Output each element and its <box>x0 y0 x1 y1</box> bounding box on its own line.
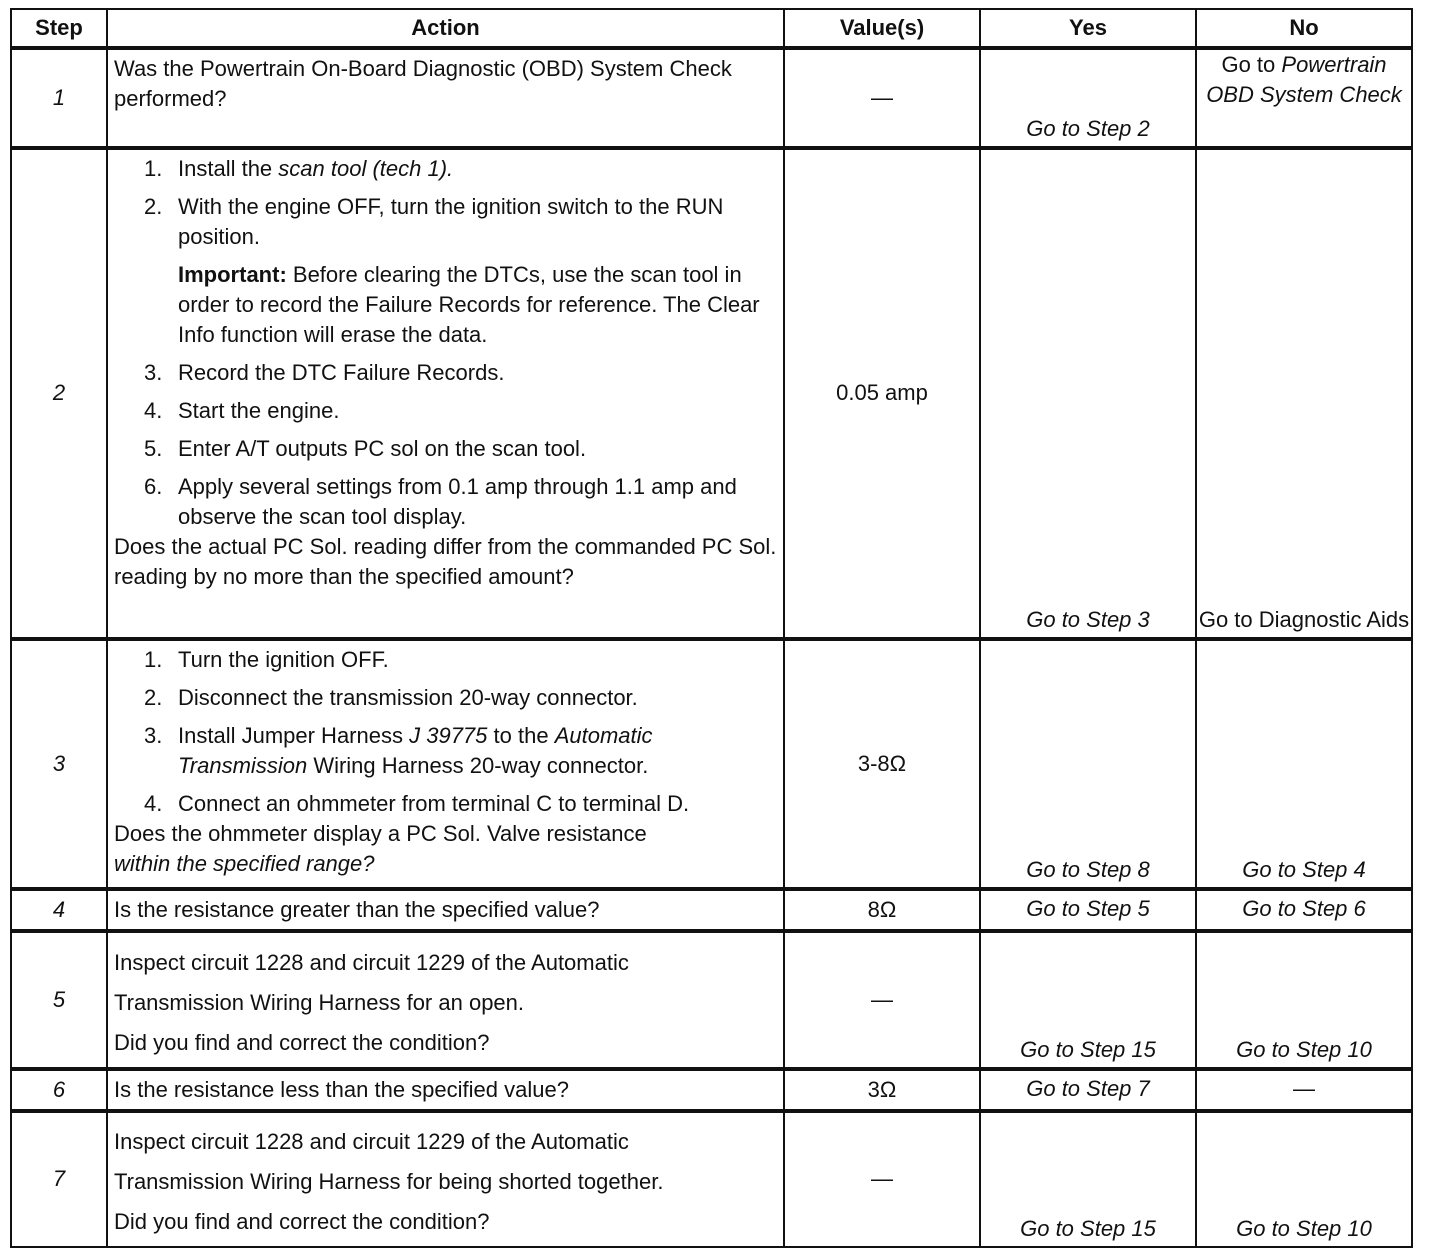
action-text: Transmission Wiring Harness for being shorted together. <box>114 1169 664 1194</box>
procedure-item <box>114 789 777 819</box>
action-cell <box>107 48 784 148</box>
action-question: Does the actual PC Sol. reading differ from the commanded PC Sol. reading by no more than the specified amount? <box>114 534 777 590</box>
step-number: 7 <box>11 1111 107 1247</box>
no-prefix: Go to <box>1221 52 1276 78</box>
no-cell: — <box>1196 1069 1412 1111</box>
yes-link[interactable]: Go to Step 15 <box>1020 1216 1156 1241</box>
procedure-item <box>114 434 777 464</box>
procedure-number: 1. <box>144 646 163 672</box>
yes-cell[interactable] <box>980 48 1196 148</box>
step-number: 5 <box>11 931 107 1069</box>
procedure-number: 3. <box>144 722 163 748</box>
action-question <box>114 819 777 879</box>
procedure-item <box>114 645 777 675</box>
no-link[interactable]: Go to Step 6 <box>1242 895 1366 921</box>
value-cell: — <box>784 48 980 148</box>
yes-link[interactable]: Go to Step 2 <box>1026 116 1150 142</box>
harness-name: Automatic Transmission <box>178 722 653 778</box>
important-text: Before clearing the DTCs, use the scan tool in order to record the Failure Records for reference. The Clear Info function will erase the data. <box>178 262 760 348</box>
table-row <box>11 148 1412 638</box>
header-row <box>11 9 1412 48</box>
yes-link[interactable]: Go to Step 3 <box>1026 606 1150 632</box>
action-text: Transmission Wiring Harness for an open. <box>114 989 525 1015</box>
yes-link[interactable]: Go to Step 5 <box>1026 895 1150 921</box>
procedure-number: 4. <box>144 790 163 816</box>
no-link[interactable]: Go to Step 10 <box>1236 1216 1372 1241</box>
action-cell <box>107 1069 784 1111</box>
header-yes: Yes <box>980 9 1196 48</box>
yes-link[interactable]: Go to Step 7 <box>1026 1075 1150 1101</box>
yes-link[interactable]: Go to Step 15 <box>1020 1036 1156 1062</box>
procedure-text: Start the engine. <box>178 398 340 424</box>
yes-cell[interactable] <box>980 148 1196 638</box>
action-question: Is the resistance greater than the specified value? <box>114 896 600 922</box>
important-note <box>114 260 777 350</box>
table-row <box>11 48 1412 148</box>
no-link[interactable]: Go to Step 10 <box>1236 1036 1372 1062</box>
header-step: Step <box>11 9 107 48</box>
no-cell[interactable] <box>1196 48 1412 148</box>
procedure-item <box>114 154 777 184</box>
value-cell: 3Ω <box>784 1069 980 1111</box>
procedure-item <box>114 358 777 388</box>
value-cell: 8Ω <box>784 889 980 931</box>
header-values: Value(s) <box>784 9 980 48</box>
question-text: Does the ohmmeter display a PC Sol. Valve resistance <box>114 820 647 846</box>
no-cell[interactable] <box>1196 931 1412 1069</box>
no-cell[interactable] <box>1196 148 1412 638</box>
yes-cell[interactable] <box>980 639 1196 889</box>
procedure-number: 6. <box>144 474 163 500</box>
yes-link[interactable]: Go to Step 8 <box>1026 856 1150 882</box>
procedure-item <box>114 472 777 532</box>
step-number: 4 <box>11 889 107 931</box>
procedure-text: Turn the ignition OFF. <box>178 646 389 672</box>
procedure-text: Install Jumper Harness <box>178 722 403 748</box>
action-cell <box>107 639 784 889</box>
yes-cell[interactable] <box>980 1069 1196 1111</box>
procedure-text: Enter A/T outputs PC sol on the scan tool. <box>178 436 587 462</box>
action-text: Inspect circuit 1228 and circuit 1229 of the Automatic <box>114 949 629 975</box>
step-number: 2 <box>11 148 107 638</box>
no-cell[interactable] <box>1196 639 1412 889</box>
procedure-number: 4. <box>144 398 163 424</box>
action-cell <box>107 889 784 931</box>
procedure-number: 3. <box>144 360 163 386</box>
action-question: Is the resistance less than the specified value? <box>114 1076 569 1102</box>
question-text: within the specified range? <box>114 850 375 876</box>
no-cell[interactable] <box>1196 889 1412 931</box>
procedure-text: Record the DTC Failure Records. <box>178 360 505 386</box>
table-row <box>11 1111 1412 1247</box>
procedure-text: With the engine OFF, turn the ignition switch to the RUN position. <box>178 194 724 250</box>
procedure-list <box>114 154 777 252</box>
action-cell <box>107 1111 784 1247</box>
action-question: Did you find and correct the condition? <box>114 1209 490 1234</box>
action-question: Did you find and correct the condition? <box>114 1029 490 1055</box>
important-label: Important: <box>178 262 287 288</box>
table-row <box>11 889 1412 931</box>
procedure-item <box>114 396 777 426</box>
procedure-number: 2. <box>144 194 163 220</box>
table-row <box>11 639 1412 889</box>
procedure-number: 2. <box>144 684 163 710</box>
step-number: 3 <box>11 639 107 889</box>
table-row <box>11 931 1412 1069</box>
procedure-list <box>114 358 777 532</box>
yes-cell[interactable] <box>980 889 1196 931</box>
value-cell: — <box>784 1111 980 1247</box>
no-link[interactable]: Go to Step 4 <box>1242 856 1366 882</box>
action-question: Was the Powertrain On-Board Diagnostic (OBD) System Check performed? <box>114 56 732 112</box>
procedure-number: 5. <box>144 436 163 462</box>
no-cell[interactable] <box>1196 1111 1412 1247</box>
procedure-number: 1. <box>144 156 163 182</box>
procedure-text: Apply several settings from 0.1 amp through 1.1 amp and observe the scan tool display. <box>178 474 737 530</box>
yes-cell[interactable] <box>980 1111 1196 1247</box>
step-number: 1 <box>11 48 107 148</box>
procedure-item <box>114 192 777 252</box>
procedure-list <box>114 645 777 819</box>
tool-name: J 39775 <box>409 722 488 748</box>
procedure-item <box>114 683 777 713</box>
action-cell <box>107 148 784 638</box>
no-link[interactable]: Go to Diagnostic Aids <box>1198 606 1410 632</box>
procedure-item <box>114 721 777 781</box>
header-action: Action <box>107 9 784 48</box>
action-cell <box>107 931 784 1069</box>
table-row <box>11 1069 1412 1111</box>
procedure-text: Connect an ohmmeter from terminal C to terminal D. <box>178 790 690 816</box>
value-cell: 3-8Ω <box>784 639 980 889</box>
procedure-text: Install the <box>178 156 273 182</box>
header-no: No <box>1196 9 1412 48</box>
value-cell: 0.05 amp <box>784 148 980 638</box>
value-cell: — <box>784 931 980 1069</box>
procedure-text: Disconnect the transmission 20-way connector. <box>178 684 638 710</box>
procedure-text: Wiring Harness 20-way connector. <box>313 752 649 778</box>
diagnostic-table <box>10 8 1413 1248</box>
no-link[interactable]: Powertrain OBD System Check <box>1206 52 1402 108</box>
yes-cell[interactable] <box>980 931 1196 1069</box>
procedure-text: to the <box>493 722 549 748</box>
tool-name: scan tool (tech 1). <box>278 156 454 182</box>
step-number: 6 <box>11 1069 107 1111</box>
action-text: Inspect circuit 1228 and circuit 1229 of the Automatic <box>114 1129 629 1154</box>
